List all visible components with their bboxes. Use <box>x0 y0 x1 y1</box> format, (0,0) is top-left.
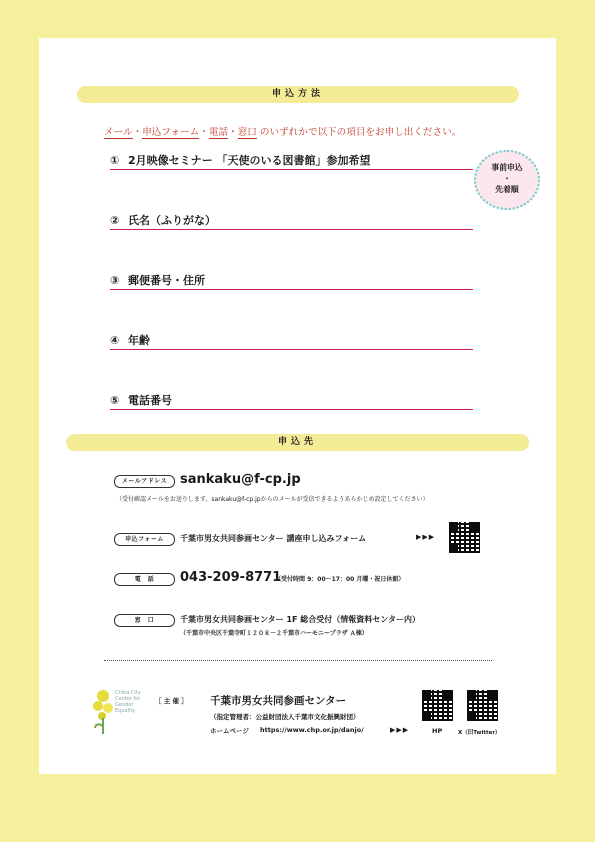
item-seminar <box>110 152 473 170</box>
logo-text-line: Center for <box>115 696 141 702</box>
form-link[interactable]: 千葉市男女共同参画センター 講座申し込みフォーム <box>180 534 367 543</box>
divider <box>104 660 492 661</box>
host-label: ［ 主 催 ］ <box>155 697 188 705</box>
intro-sep: ・ <box>132 127 143 138</box>
window-location: 千葉市男女共同参画センター 1F 総合受付（情報資料センター内） <box>180 615 420 624</box>
item-number: ① <box>110 154 120 167</box>
first-come-badge <box>474 150 540 210</box>
item-label: 氏名（ふりがな） <box>128 214 216 227</box>
organizer-name: 千葉市男女共同参画センター <box>210 695 347 707</box>
form-arrow-icon: ▶▶▶ <box>416 533 436 541</box>
window-label: 窓 口 <box>114 614 175 627</box>
logo-text <box>115 690 141 714</box>
window-address: （千葉市中央区千葉寺町１２０８－２千葉市ハーモニープラザ Ａ棟） <box>180 630 368 637</box>
item-phone <box>110 392 473 410</box>
intro-method-window: 窓口 <box>237 127 257 138</box>
intro-method-form: 申込フォーム <box>142 127 200 138</box>
logo-text-line: Equality <box>115 708 136 714</box>
item-number: ④ <box>110 334 120 347</box>
homepage-link[interactable]: https://www.chp.or.jp/danjo/ <box>260 726 364 734</box>
email-label: メールアドレス <box>114 475 175 488</box>
item-number: ⑤ <box>110 394 120 407</box>
item-label: 電話番号 <box>128 394 172 407</box>
intro-sep: ・ <box>228 127 238 138</box>
manager-name: （指定管理者：公益財団法人千葉市文化振興財団） <box>210 713 360 721</box>
item-number: ② <box>110 214 120 227</box>
item-address <box>110 272 473 290</box>
contact-heading: 申込先 <box>66 434 529 451</box>
item-number: ③ <box>110 274 120 287</box>
item-name <box>110 212 473 230</box>
intro-method-email: メール <box>104 127 133 138</box>
x-qr-label: X（旧Twitter） <box>458 730 501 736</box>
logo-text-line: Gender <box>115 702 134 708</box>
x-qr-code[interactable] <box>467 690 498 721</box>
item-label: 2月映像セミナー 「天使のいる図書館」参加希望 <box>128 154 371 167</box>
hp-qr-code[interactable] <box>422 690 453 721</box>
badge-line: 先着順 <box>495 185 519 194</box>
center-logo <box>93 688 149 734</box>
email-link[interactable]: sankaku@f-cp.jp <box>180 472 301 487</box>
phone-number: 043-209-8771 <box>180 570 282 585</box>
badge-line: ・ <box>503 174 511 183</box>
email-note: （受付確認メールをお送りします。sankaku@f-cp.jpからのメールが受信できるようあらかじめ設定してください） <box>116 496 429 503</box>
intro-method-phone: 電話 <box>208 127 229 138</box>
item-age <box>110 332 473 350</box>
logo-text-line: Chiba City <box>115 690 141 696</box>
homepage-label: ホームページ <box>210 727 249 735</box>
homepage-arrow-icon: ▶▶▶ <box>390 726 410 734</box>
intro-text <box>104 124 461 138</box>
phone-hours: （受付時間 9：00～17：00 月曜・祝日休館） <box>275 576 405 583</box>
item-label: 年齢 <box>128 334 150 347</box>
form-qr-code[interactable] <box>449 522 480 553</box>
form-label: 申込フォーム <box>114 533 175 546</box>
hp-qr-label: HP <box>432 727 443 735</box>
phone-label: 電 話 <box>114 573 175 586</box>
badge-line: 事前申込 <box>491 163 523 172</box>
method-heading: 申込方法 <box>77 86 519 103</box>
intro-tail: のいずれかで以下の項目をお申し出ください。 <box>259 127 462 138</box>
item-label: 郵便番号・住所 <box>128 274 205 287</box>
intro-sep: ・ <box>199 127 209 138</box>
